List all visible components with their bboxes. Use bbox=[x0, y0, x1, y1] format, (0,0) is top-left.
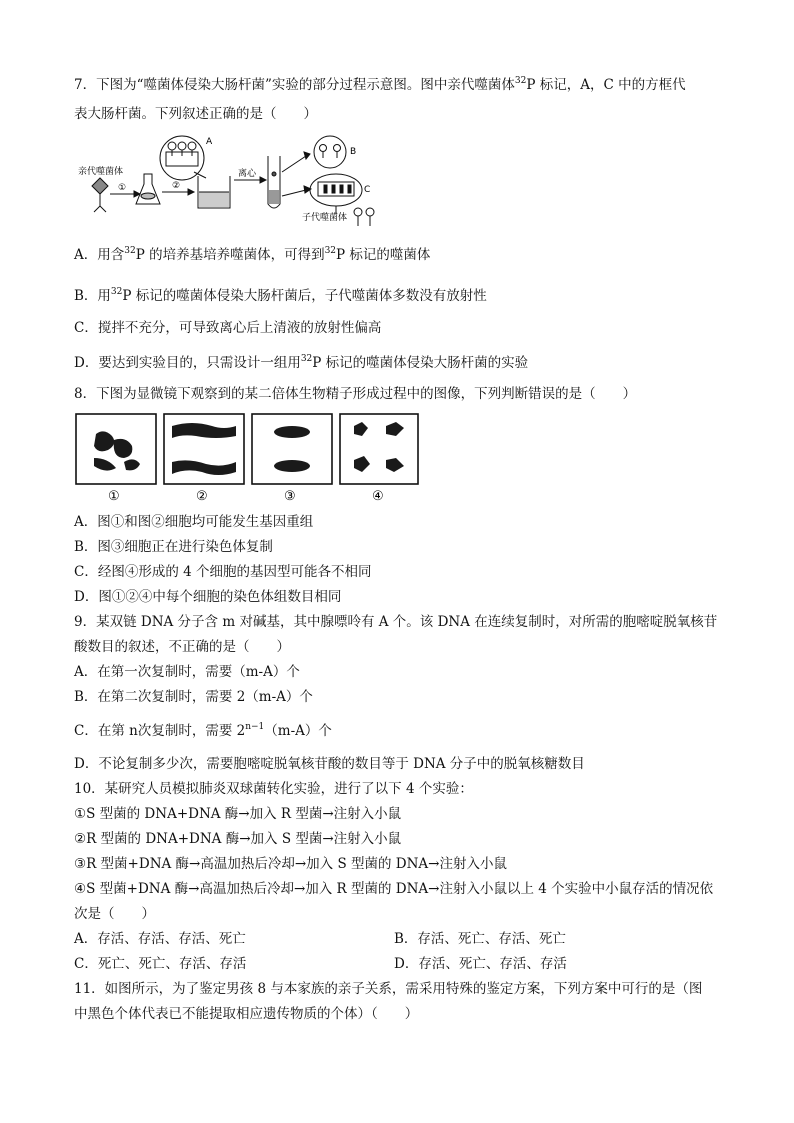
q8-option-a: A．图①和图②细胞均可能发生基因重组 bbox=[74, 514, 314, 530]
q9-stem-line1: 9．某双链 DNA 分子含 m 对碱基，其中腺嘌呤有 A 个。该 DNA 在连续复制时，对所需的胞嘧啶脱氧核苷 bbox=[74, 614, 718, 630]
q10-experiment-4: ④S 型菌+DNA 酶→高温加热后冷却→加入 R 型菌的 DNA→注射入小鼠以上 4 个实验中小鼠存活的情况依 bbox=[74, 881, 714, 897]
q10-experiment-3: ③R 型菌+DNA 酶→高温加热后冷却→加入 S 型菌的 DNA→注射入小鼠 bbox=[74, 856, 507, 872]
panel-4-chromosomes bbox=[354, 422, 404, 472]
panel-3-label: ③ bbox=[284, 489, 296, 502]
panel-2-label: ② bbox=[196, 489, 208, 502]
q9-option-b: B．在第二次复制时，需要 2（m-A）个 bbox=[74, 689, 313, 705]
parent-phage-label: 亲代噬菌体 bbox=[78, 167, 124, 177]
q8-micrograph-figure bbox=[74, 412, 420, 502]
q7-option-d: D．要达到实验目的，只需设计一组用$^{32}$P 标记的噬菌体侵染大肠杆菌的实验 bbox=[74, 354, 529, 371]
cell-a-diagram bbox=[160, 136, 206, 180]
panel-4-label: ④ bbox=[372, 489, 384, 502]
panel-1-chromosomes bbox=[94, 431, 140, 470]
offspring-phage-label: 子代噬菌体 bbox=[302, 213, 348, 223]
q7-option-a: A．用含$^{32}$P 的培养基培养噬菌体，可得到$^{32}$P 标记的噬菌体 bbox=[74, 246, 431, 263]
centrifuge-label: 离心 bbox=[238, 169, 257, 179]
q10-experiment-2: ②R 型菌的 DNA+DNA 酶→加入 S 型菌→注射入小鼠 bbox=[74, 831, 402, 847]
q9-stem-line2: 酸数目的叙述，不正确的是（ ） bbox=[74, 639, 290, 655]
q8-option-b: B．图③细胞正在进行染色体复制 bbox=[74, 539, 273, 555]
q9-option-a: A．在第一次复制时，需要（m-A）个 bbox=[74, 664, 300, 680]
step-1-label: ① bbox=[118, 183, 127, 193]
q8-stem: 8．下图为显微镜下观察到的某二倍体生物精子形成过程中的图像，下列判断错误的是（ ） bbox=[74, 386, 637, 402]
q10-option-b: B．存活、死亡、存活、死亡 bbox=[394, 931, 566, 947]
q8-option-c: C．经图④形成的 4 个细胞的基因型可能各不相同 bbox=[74, 564, 372, 580]
q10-option-d: D．存活、死亡、存活、存活 bbox=[394, 956, 567, 972]
beaker-icon bbox=[198, 176, 230, 208]
q7-experiment-figure bbox=[74, 134, 380, 230]
cell-b-diagram bbox=[314, 136, 346, 168]
panel-2-chromosomes bbox=[172, 423, 236, 475]
q7-stem-line1: 7．下图为“噬菌体侵染大肠杆菌”实验的部分过程示意图。图中亲代噬菌体$^{32}$P 标记，A，C 中的方框代 bbox=[74, 76, 686, 93]
q10-stem-end: 次是（ ） bbox=[74, 906, 155, 922]
flask-icon bbox=[136, 174, 160, 204]
q10-option-c: C．死亡、死亡、存活、存活 bbox=[74, 956, 247, 972]
test-tube-icon bbox=[268, 156, 280, 208]
cell-c-diagram bbox=[310, 174, 362, 214]
panel-1-label: ① bbox=[108, 489, 120, 502]
q7-option-b: B．用$^{32}$P 标记的噬菌体侵染大肠杆菌后，子代噬菌体多数没有放射性 bbox=[74, 287, 487, 304]
label-b: B bbox=[350, 147, 357, 157]
panel-3-frame bbox=[252, 414, 332, 484]
q7-stem-line2: 表大肠杆菌。下列叙述正确的是（ ） bbox=[74, 106, 317, 122]
q11-stem-line1: 11．如图所示，为了鉴定男孩 8 与本家族的亲子关系，需采用特殊的鉴定方案，下列方案中可行的是（图 bbox=[74, 981, 703, 997]
parent-phage-icon bbox=[92, 178, 108, 212]
q11-stem-line2: 中黑色个体代表已不能提取相应遗传物质的个体）（ ） bbox=[74, 1006, 419, 1022]
q7-option-c: C．搅拌不充分，可导致离心后上清液的放射性偏高 bbox=[74, 320, 382, 336]
offspring-phage-icon bbox=[354, 208, 374, 226]
label-a: A bbox=[206, 137, 213, 147]
step-2-label: ② bbox=[172, 181, 181, 191]
q10-option-a: A．存活、存活、存活、死亡 bbox=[74, 931, 246, 947]
q9-option-c: C．在第 n次复制时，需要 $2^{n-1}(m-A)$个 bbox=[74, 722, 332, 739]
panel-3-chromosomes bbox=[274, 426, 310, 472]
label-c: C bbox=[364, 185, 371, 195]
q8-option-d: D．图①②④中每个细胞的染色体组数目相同 bbox=[74, 589, 342, 605]
q10-stem: 10．某研究人员模拟肺炎双球菌转化实验，进行了以下 4 个实验： bbox=[74, 781, 473, 797]
q9-option-d: D．不论复制多少次，需要胞嘧啶脱氧核苷酸的数目等于 DNA 分子中的脱氧核糖数目 bbox=[74, 756, 585, 772]
panel-4-frame bbox=[340, 414, 418, 484]
q10-experiment-1: ①S 型菌的 DNA+DNA 酶→加入 R 型菌→注射入小鼠 bbox=[74, 806, 402, 822]
